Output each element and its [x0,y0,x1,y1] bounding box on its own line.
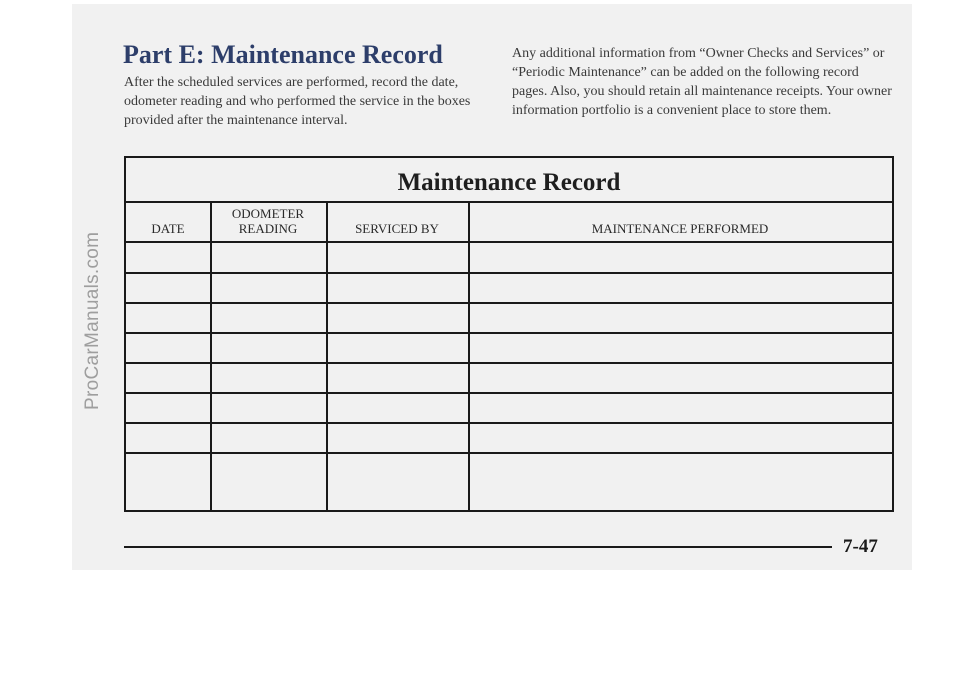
intro-paragraph-right: Any additional information from “Owner Checks and Services” or “Periodic Maintenance” can be added on the following record pages. Also, you should retain all maintenance receipts. Your owner information portfolio is a convenient place to store them. [512,46,892,118]
table-row-divider [126,422,892,424]
column-header-serviced-by: SERVICED BY [326,203,468,243]
table-title: Maintenance Record [126,158,892,203]
column-header-date: DATE [126,203,210,243]
table-row-divider [126,332,892,334]
column-header-odometer: ODOMETER READING [210,203,326,243]
watermark-text: ProCarManuals.com [82,231,103,410]
page-number: 7-47 [843,536,878,557]
section-heading: Part E: Maintenance Record [123,40,443,69]
table-row-divider [126,392,892,394]
table-row-divider [126,302,892,304]
column-divider [468,203,470,510]
intro-paragraph-left: After the scheduled services are performed, record the date, odometer reading and who performed the service in the boxes provided after the maintenance interval. [124,75,471,128]
table-row-divider [126,272,892,274]
column-divider [326,203,328,510]
column-divider [210,203,212,510]
footer-rule [124,546,832,548]
maintenance-record-table [124,156,894,512]
table-row-divider [126,362,892,364]
table-row-divider [126,452,892,454]
column-header-maintenance: MAINTENANCE PERFORMED [468,203,892,243]
